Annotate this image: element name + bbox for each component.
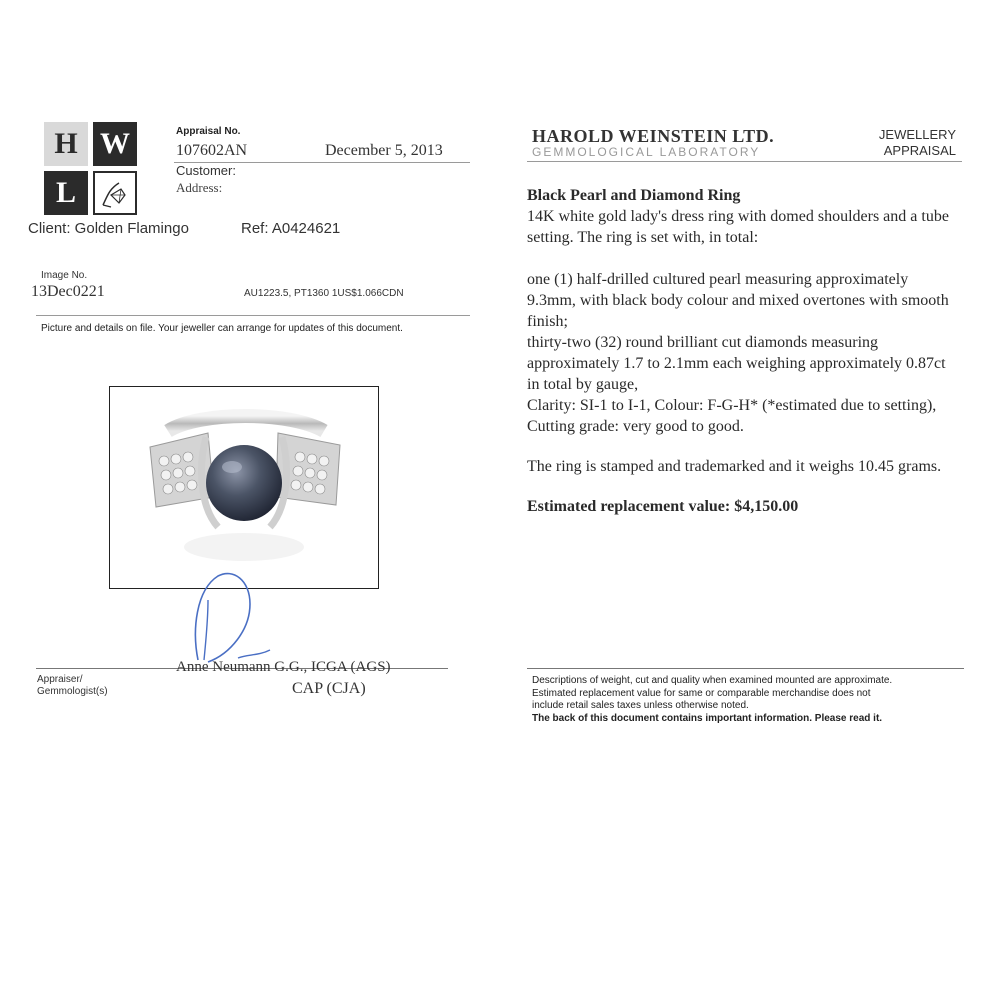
- disclaimer-line3: include retail sales taxes unless otherwise noted.: [532, 700, 749, 711]
- appraisal-date: December 5, 2013: [325, 142, 443, 159]
- appraiser-name: Anne Neumann G.G., ICGA (AGS): [176, 659, 391, 675]
- picture-note: Picture and details on file. Your jeweller can arrange for updates of this document.: [41, 323, 403, 334]
- customer-label: Customer:: [176, 163, 236, 178]
- metal-rates: AU1223.5, PT1360 1US$1.066CDN: [244, 288, 404, 299]
- ring-photo: [109, 386, 379, 589]
- item-description: [527, 185, 957, 517]
- logo-letter-w: W: [93, 122, 137, 166]
- logo-letter-h: H: [44, 122, 88, 166]
- item-stamp: The ring is stamped and trademarked and it weighs 10.45 grams.: [527, 458, 942, 475]
- lab-subtitle: GEMMOLOGICAL LABORATORY: [532, 145, 761, 159]
- document-type: [868, 127, 956, 159]
- image-rule: [36, 315, 470, 316]
- item-intro: 14K white gold lady's dress ring with domed shoulders and a tube setting. The ring is set with, in total:: [527, 208, 949, 246]
- reference-number: Ref: A0424621: [241, 220, 341, 237]
- item-diamonds: thirty-two (32) round brilliant cut diamonds measuring approximately 1.7 to 2.1mm each weighing approximately 0.87ct in total by gauge,: [527, 334, 946, 393]
- appraiser-label: [37, 674, 108, 698]
- lab-name: HAROLD WEINSTEIN LTD.: [532, 126, 775, 146]
- gemstone-hand-emblem-icon: [93, 171, 137, 215]
- appraiser-label-line2: Gemmologist(s): [37, 686, 108, 697]
- signature-icon: [178, 570, 288, 670]
- item-value: Estimated replacement value: $4,150.00: [527, 498, 799, 515]
- client-name: Client: Golden Flamingo: [28, 220, 189, 237]
- logo-letter-l: L: [44, 171, 88, 215]
- disclaimer: [532, 675, 962, 725]
- appraiser-label-line1: Appraiser/: [37, 674, 83, 685]
- disclaimer-line2: Estimated replacement value for same or comparable merchandise does not: [532, 687, 871, 699]
- disclaimer-line4: The back of this document contains important information. Please read it.: [532, 712, 883, 724]
- item-grading: Clarity: SI-1 to I-1, Colour: F-G-H* (*estimated due to setting), Cutting grade: very good to good.: [527, 397, 937, 435]
- lab-rule: [527, 161, 962, 162]
- appraiser-credential: CAP (CJA): [292, 680, 366, 697]
- hwl-logo: [44, 122, 138, 216]
- document-type-line1: JEWELLERY: [878, 127, 956, 142]
- item-pearl: one (1) half-drilled cultured pearl measuring approximately 9.3mm, with black body colour and mixed overtones with smooth finish;: [527, 271, 949, 330]
- image-number: 13Dec0221: [31, 283, 105, 300]
- document-type-line2: APPRAISAL: [883, 143, 956, 158]
- disclaimer-line1: Descriptions of weight, cut and quality when examined mounted are approximate.: [532, 675, 893, 686]
- appraisal-number-label: Appraisal No.: [176, 126, 241, 137]
- address-label: Address:: [176, 180, 223, 195]
- appraisal-number: 107602AN: [176, 142, 248, 159]
- item-title: Black Pearl and Diamond Ring: [527, 187, 741, 204]
- image-number-label: Image No.: [41, 270, 88, 281]
- disclaimer-rule: [527, 668, 964, 669]
